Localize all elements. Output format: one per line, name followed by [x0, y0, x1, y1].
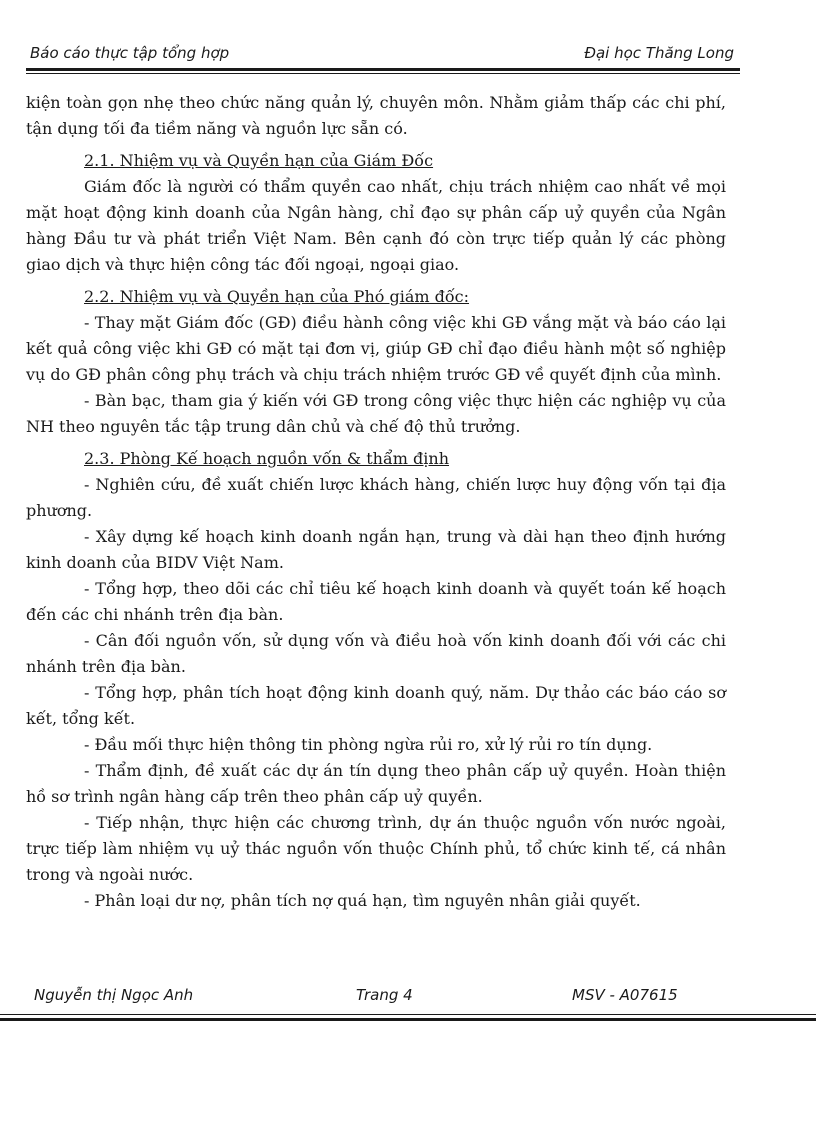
section-heading-2-3: 2.3. Phòng Kế hoạch nguồn vốn & thẩm định	[84, 449, 450, 468]
footer-student-id: MSV - A07615	[572, 986, 678, 1004]
footer-author: Nguyễn thị Ngọc Anh	[34, 986, 194, 1004]
list-item: - Thẩm định, đề xuất các dự án tín dụng theo phân cấp uỷ quyền. Hoàn thiện hồ sơ trình ngân hàng cấp trên theo phân cấp uỷ quyền.	[26, 761, 726, 806]
list-item: - Cân đối nguồn vốn, sử dụng vốn và điều hoà vốn kinh doanh đối với các chi nhánh trên địa bàn.	[26, 631, 726, 676]
list-item: - Tổng hợp, phân tích hoạt động kinh doanh quý, năm. Dự thảo các báo cáo sơ kết, tổng kết.	[26, 683, 726, 728]
page-footer	[26, 986, 740, 1008]
header-university: Đại học Thăng Long	[584, 44, 734, 62]
paragraph-deputy-1: - Thay mặt Giám đốc (GĐ) điều hành công việc khi GĐ vắng mặt và báo cáo lại kết quả công việc khi GĐ có mặt tại đơn vị, giúp GĐ chỉ đạo điều hành một số nghiệp vụ do GĐ phân công phụ trách và chịu trách nhiệm trước GĐ về quyết định của mình.	[26, 313, 726, 384]
list-item: - Tổng hợp, theo dõi các chỉ tiêu kế hoạch kinh doanh và quyết toán kế hoạch đến các chi nhánh trên địa bàn.	[26, 579, 726, 624]
paragraph-deputy-2: - Bàn bạc, tham gia ý kiến với GĐ trong công việc thực hiện các nghiệp vụ của NH theo nguyên tắc tập trung dân chủ và chế độ thủ trưởng.	[26, 391, 726, 436]
header-rule-thick	[26, 68, 740, 71]
footer-rule-thick	[0, 1018, 816, 1021]
section-heading-2-2: 2.2. Nhiệm vụ và Quyền hạn của Phó giám đốc:	[84, 287, 470, 306]
header-report-title: Báo cáo thực tập tổng hợp	[30, 44, 230, 62]
section-heading-2-1: 2.1. Nhiệm vụ và Quyền hạn của Giám Đốc	[84, 151, 434, 170]
footer-page-number: Trang 4	[356, 986, 413, 1004]
header-rule-thin	[26, 73, 740, 74]
list-item: - Đầu mối thực hiện thông tin phòng ngừa rủi ro, xử lý rủi ro tín dụng.	[84, 735, 653, 754]
footer-rule-thin	[0, 1014, 816, 1015]
list-item: - Nghiên cứu, đề xuất chiến lược khách hàng, chiến lược huy động vốn tại địa phương.	[26, 475, 726, 520]
list-item: - Phân loại dư nợ, phân tích nợ quá hạn, tìm nguyên nhân giải quyết.	[84, 891, 641, 910]
page-header	[26, 44, 740, 66]
document-body	[26, 90, 726, 914]
paragraph-director: Giám đốc là người có thẩm quyền cao nhất, chịu trách nhiệm cao nhất về mọi mặt hoạt động kinh doanh của Ngân hàng, chỉ đạo sự phân cấp uỷ quyền của Ngân hàng Đầu tư và phát triển Việt Nam. Bên cạnh đó còn trực tiếp quản lý các phòng giao dịch và thực hiện công tác đối ngoại, ngoại giao.	[26, 177, 726, 274]
list-item: - Tiếp nhận, thực hiện các chương trình, dự án thuộc nguồn vốn nước ngoài, trực tiếp làm nhiệm vụ uỷ thác nguồn vốn thuộc Chính phủ, tổ chức kinh tế, cá nhân trong và ngoài nước.	[26, 813, 726, 884]
list-item: - Xây dựng kế hoạch kinh doanh ngắn hạn, trung và dài hạn theo định hướng kinh doanh của BIDV Việt Nam.	[26, 527, 726, 572]
paragraph-intro: kiện toàn gọn nhẹ theo chức năng quản lý, chuyên môn. Nhằm giảm thấp các chi phí, tận dụng tối đa tiềm năng và nguồn lực sẵn có.	[26, 93, 726, 138]
